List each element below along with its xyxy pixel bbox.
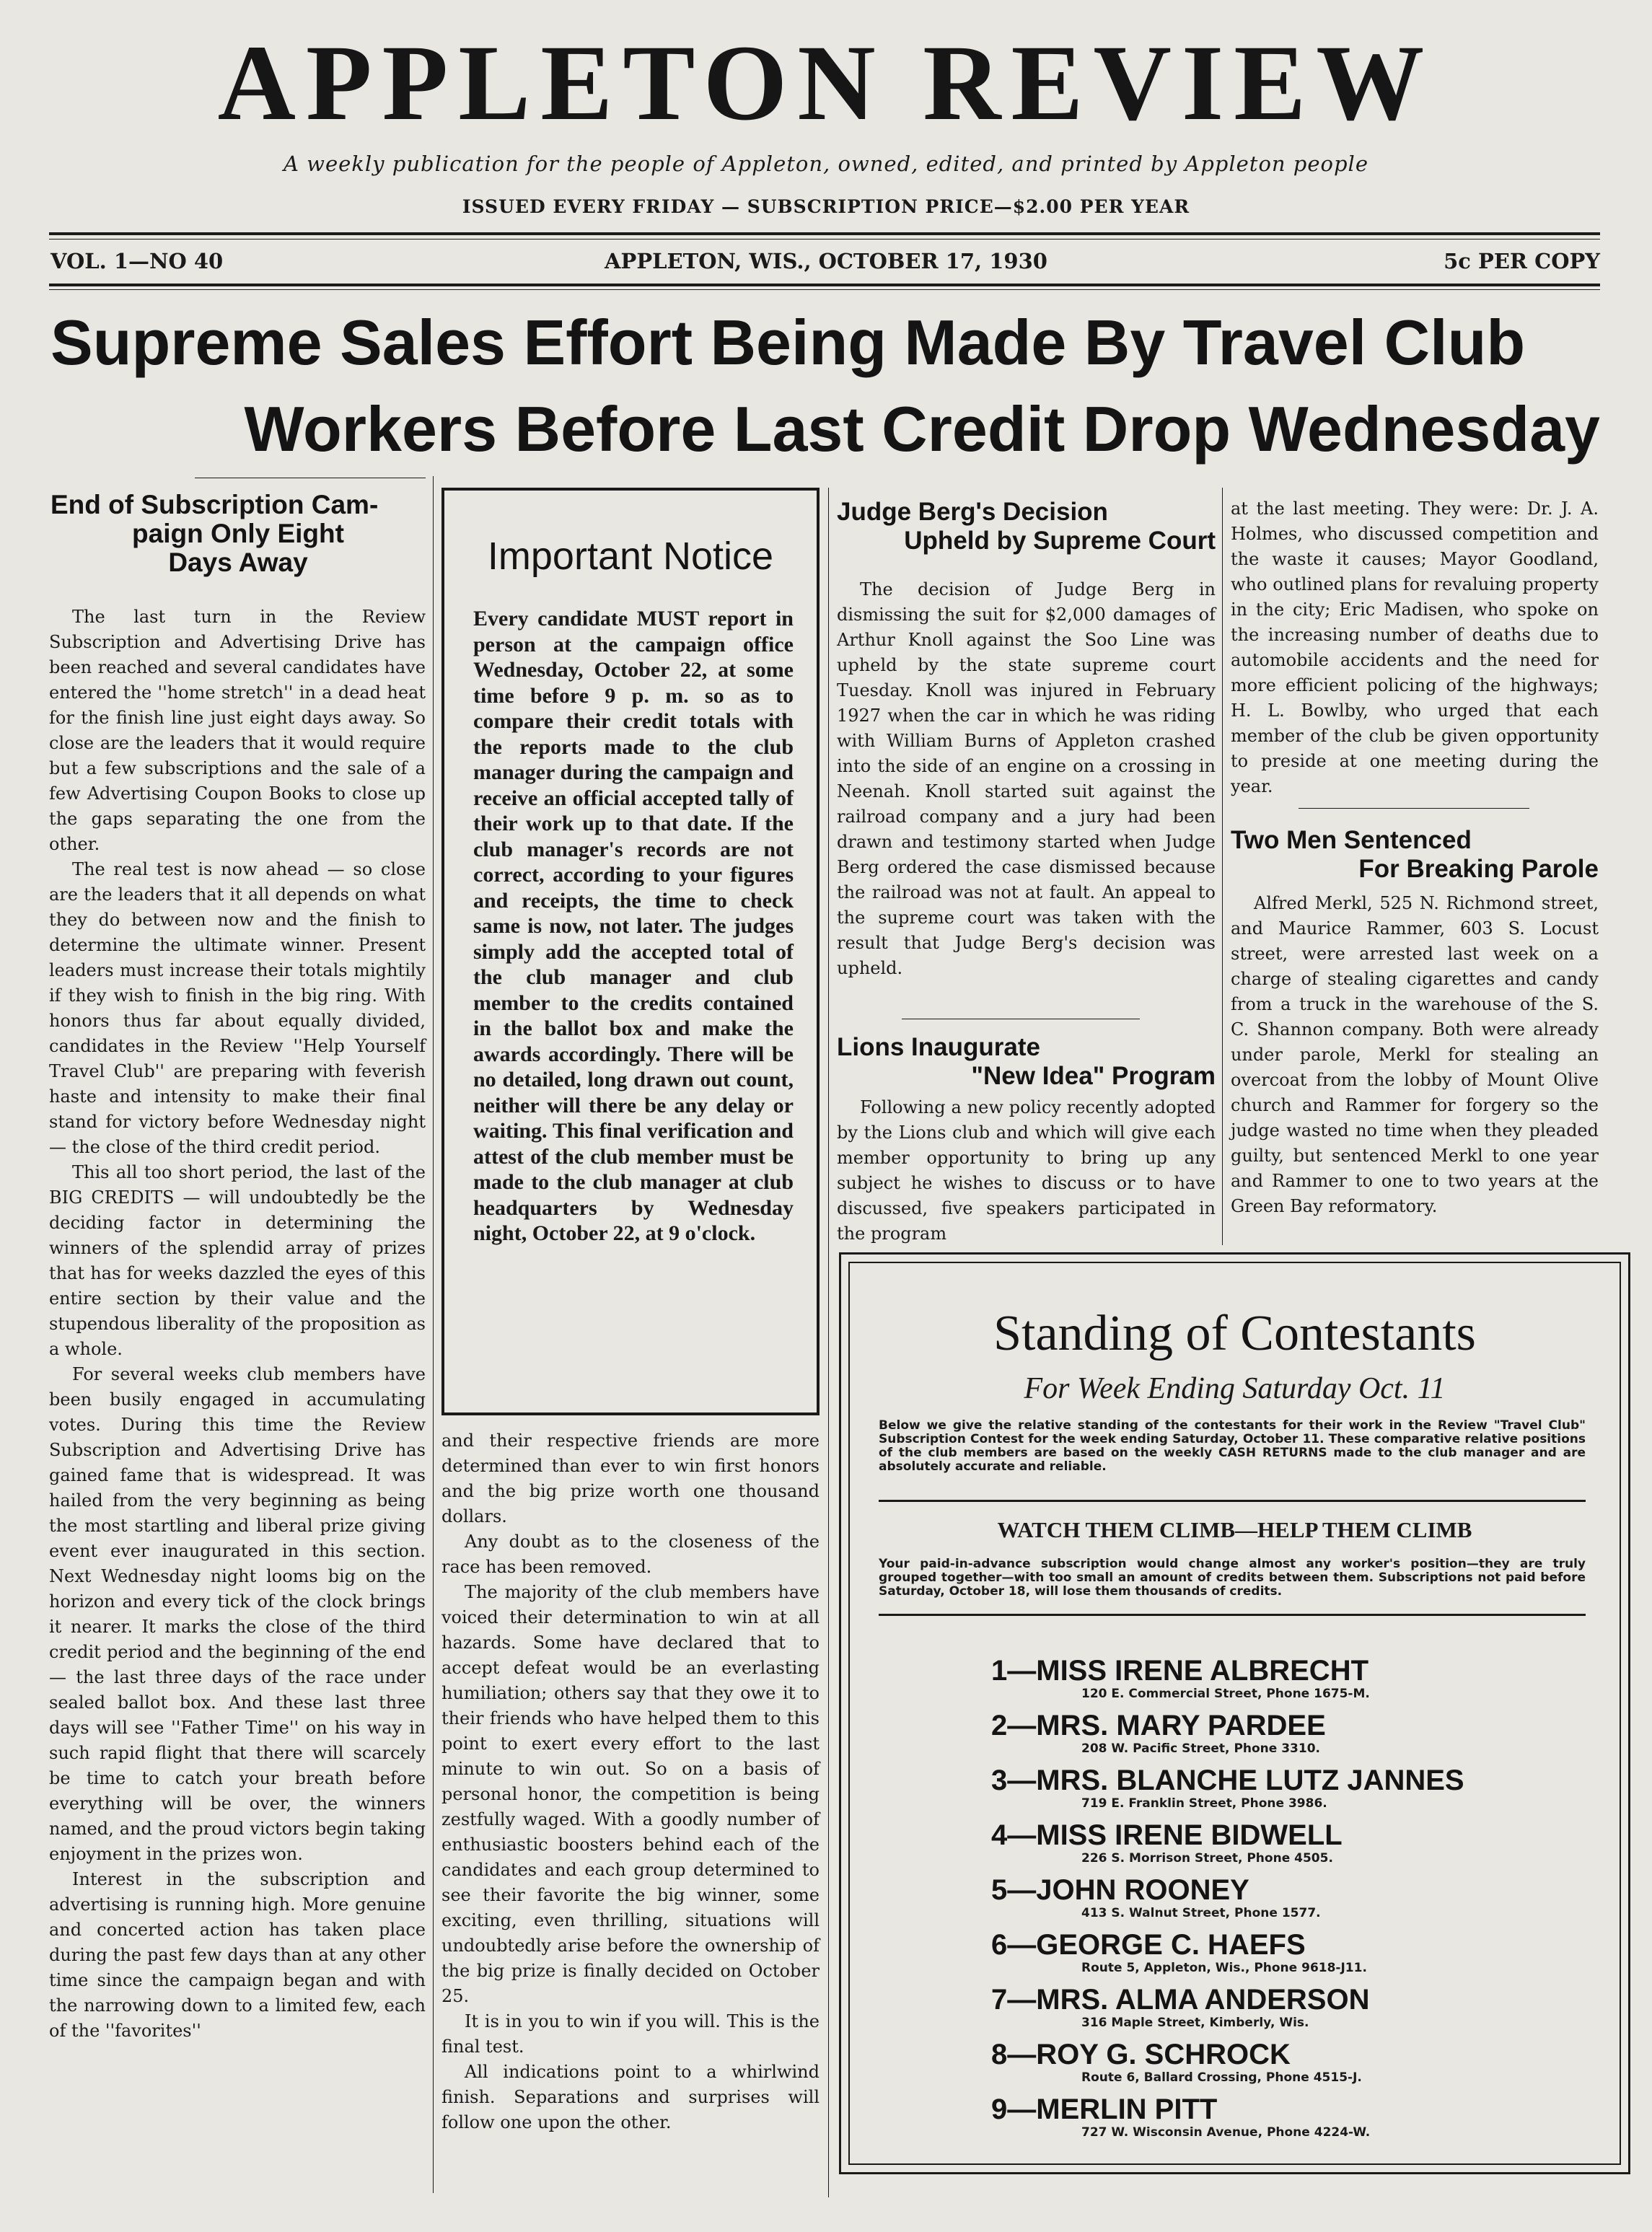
contestant-name: 3—MRS. BLANCHE LUTZ JANNES [991,1765,1464,1796]
headline-line-1: Supreme Sales Effort Being Made By Travel Club [50,307,1526,378]
lions-body: Following a new policy recently adopted by the Lions club and which will give each member opportunity to bring up any subject he wishes to discuss or to have discussed, five speakers participated in the program [837,1097,1216,1244]
contestant-entry [991,1985,1568,2031]
top-rule-thin [49,239,1600,240]
contestant-entry [991,1820,1568,1866]
masthead-issued: ISSUED EVERY FRIDAY — SUBSCRIPTION PRICE—$2.00 PER YEAR [462,196,1190,217]
masthead-tagline: A weekly publication for the people of Appleton, owned, edited, and printed by Appleton people [284,151,1368,176]
contestant-address: Route 6, Ballard Crossing, Phone 4515-J. [1081,2070,1362,2085]
article-subhead: End of Subscription Cam- paign Only Eight Days Away [50,490,379,577]
contestant-name: 4—MISS IRENE BIDWELL [991,1819,1343,1851]
dateline-rule [49,284,1600,286]
standing-rule [879,1500,1586,1502]
dateline-place-date: APPLETON, WIS., OCTOBER 17, 1930 [605,249,1047,273]
article-separator [1299,808,1529,809]
standing-rule [879,1614,1586,1616]
judge-berg-body: The decision of Judge Berg in dismissing the suit for $2,000 damages of Arthur Knoll against the Soo Line was upheld by the state supreme court Tuesday. Knoll was injured in February 1927 when the car in which he was riding with William Burns of Appleton crashed into the side of an engine on a crossing in Neenah. Knoll started suit against the railroad company and a jury had been drawn and testimony started when Judge Berg ordered the case dismissed because the railroad was not at fault. An appeal to the supreme court was taken with the result that Judge Berg's decision was upheld. [837,579,1216,978]
important-notice-box [441,488,820,1415]
contestant-address: 719 E. Franklin Street, Phone 3986. [1081,1796,1327,1811]
contestant-name: 1—MISS IRENE ALBRECHT [991,1655,1369,1687]
column-divider [433,476,434,2193]
contestant-address: 208 W. Pacific Street, Phone 3310. [1081,1741,1321,1756]
article-column-2: and their respective friends are more determined than ever to win first honors and the big prize worth one thousand dollars. Any doubt as to the closeness of the race has been removed. The majority of the club members have voiced their determination to win at all hazards. Some have declared that to accept defeat would be an everlasting humiliation; others say that they owe it to their friends who have helped them to this point to exert every effort to the last minute to win out. So on a basis of personal honor, the competition is being zestfully waged. With a goodly number of enthusiastic boosters behind each of the candidates and each group determined to see their favorite the big winner, some exciting, even thrilling, situations will undoubtedly arise before the ownership of the big prize is finally decided on October 25. It is in you to win if you will. This is the final test. All indications point to a whirlwind finish. Separations and surprises will follow one upon the other. [441,1431,820,2132]
notice-body: Every candidate MUST report in person at the campaign office Wednesday, October 22, at some time before 9 p. m. so as to compare their credit totals with the reports made to the club manager during the campaign and receive an official accepted tally of their work up to that date. If the club manager's records are not correct, according to your figures and receipts, the time to check same is now, not later. The judges simply add the accepted total of the club manager and club member to the credits contained in the ballot box and make the awards accordingly. There will be no detailed, long drawn out count, neither will there be any delay or waiting. This final verification and attest of the club member must be made to the club manager at club headquarters by Wednesday night, October 22, at 9 o'clock. [473,607,794,1245]
contestant-address: Route 5, Appleton, Wis., Phone 9618-J11. [1081,1961,1367,1975]
contestant-entry [991,1765,1568,1811]
column-divider [828,488,829,2197]
standing-note: Your paid-in-advance subscription would change almost any worker's position—they are truly grouped together—with too small an amount of credits between them. Subscriptions not paid before Saturday, October 18, will lose them thousands of credits. [879,1557,1586,1599]
notice-title: Important Notice [487,535,774,578]
masthead-title: APPLETON REVIEW [217,23,1435,143]
standing-intro: Below we give the relative standing of the contestants for their work in the Review "Travel Club" Subscription Contest for the week ending Saturday, October 11. These comparative relative positions of the club members are based on the weekly CASH RETURNS made to the club manager and are absolutely accurate and reliable. [879,1418,1586,1474]
column-divider [1222,488,1223,1245]
contestant-address: 316 Maple Street, Kimberly, Wis. [1081,2016,1309,2030]
contestant-name: 5—JOHN ROONEY [991,1874,1249,1906]
headline-line-2: Workers Before Last Credit Drop Wednesday [244,393,1600,465]
contestant-address: 226 S. Morrison Street, Phone 4505. [1081,1851,1333,1866]
standing-title: Standing of Contestants [993,1306,1476,1361]
contestant-address: 727 W. Wisconsin Avenue, Phone 4224-W. [1081,2125,1371,2140]
contestant-entry [991,1710,1568,1757]
judge-berg-subhead: Judge Berg's Decision Upheld by Supreme Court [837,498,1216,555]
contestant-entry [991,1930,1568,1976]
parole-subhead: Two Men Sentenced For Breaking Parole [1231,826,1599,883]
contestant-name: 7—MRS. ALMA ANDERSON [991,1984,1370,2016]
standing-watch-heading: WATCH THEM CLIMB—HELP THEM CLIMB [997,1517,1472,1542]
parole-body: Alfred Merkl, 525 N. Richmond street, and Maurice Rammer, 603 S. Locust street, were arrested last week on a charge of stealing cigarettes and candy from a truck in the warehouse of the S. C. Shannon company. Both were already under parole, Merkl for stealing an overcoat from the lobby of Mount Olive church and Rammer for forgery so the judge wasted no time when they pleaded guilty, but sentenced Merkl to one year and Rammer to one to two years at the Green Bay reformatory. [1231,893,1599,1216]
standing-of-contestants-box [839,1252,1630,2174]
contestant-address: 413 S. Walnut Street, Phone 1577. [1081,1906,1321,1920]
contestant-name: 8—ROY G. SCHROCK [991,2039,1291,2070]
dateline-rule-thin [49,289,1600,290]
contestant-entry [991,1656,1568,1702]
contestant-entry [991,1875,1568,1921]
lions-body-continued: at the last meeting. They were: Dr. J. A. Holmes, who discussed competition and the waste it causes; Mayor Goodland, who outlined plans for revaluing property in the city; Eric Madisen, who spoke on the increasing number of deaths due to automobile accidents and the need for more efficient policing of the highways; H. L. Bowlby, who urged that each member of the club be given opportunity to preside at one meeting during the year. [1231,498,1599,796]
contestant-entry [991,2039,1568,2086]
contestant-name: 6—GEORGE C. HAEFS [991,1929,1306,1961]
contestant-address: 120 E. Commercial Street, Phone 1675-M. [1081,1687,1370,1701]
contestant-name: 2—MRS. MARY PARDEE [991,1710,1326,1741]
contestant-name: 9—MERLIN PITT [991,2093,1218,2125]
article-column-1: The last turn in the Review Subscription and Advertising Drive has been reached and several candidates have entered the ''home stretch'' in a dead heat for the finish line just eight days away. So close are the leaders that it would require but a few subscriptions and the sale of a few Advertising Coupon Books to close up the gaps separating the one from the other. The real test is now ahead — so close are the leaders that it all depends on what they do between now and the finish to determine the ultimate winner. Present leaders must increase their totals mightily if they wish to finish in the big ring. With honors thus far about equally divided, candidates in the Review ''Help Yourself Travel Club'' are preparing with feverish haste and intensity to make their final stand for victory before Wednesday night — the close of the third credit period. This all too short period, the last of the BIG CREDITS — will undoubtedly be the deciding factor in determining the winners of the splendid array of prizes that has for weeks dazzled the eyes of this entire section by their value and the stupendous liberality of the proposition as a whole. For several weeks club members have been busily engaged in accumulating votes. During this time the Review Subscription and Advertising Drive has gained fame that is widespread. It was hailed from the very beginning as being the most startling and liberal prize giving event ever inaugurated in this section. Next Wednesday night looms big on the horizon and every tick of the clock brings it nearer. It marks the close of the third credit period and the beginning of the end — the last three days of the race under sealed ballot box. And these last three days will see ''Father Time'' on his way in such rapid flight that there will scarcely be time to catch your breath before everything will be over, the winners named, and the proud victors begin taking enjoyment in the prizes won. Interest in the subscription and advertising is running high. More genuine and concerted action has taken place during the past few days than at any other time since the campaign began and with the narrowing down to a limited few, each of the ''favorites'' [49,607,426,2041]
lions-subhead: Lions Inaugurate "New Idea" Program [837,1033,1216,1090]
dateline-volume: VOL. 1—NO 40 [50,249,224,273]
dateline-price: 5c PER COPY [1444,249,1600,273]
standing-subtitle: For Week Ending Saturday Oct. 11 [1024,1372,1446,1405]
top-rule [49,232,1600,235]
contestant-entry [991,2094,1568,2140]
